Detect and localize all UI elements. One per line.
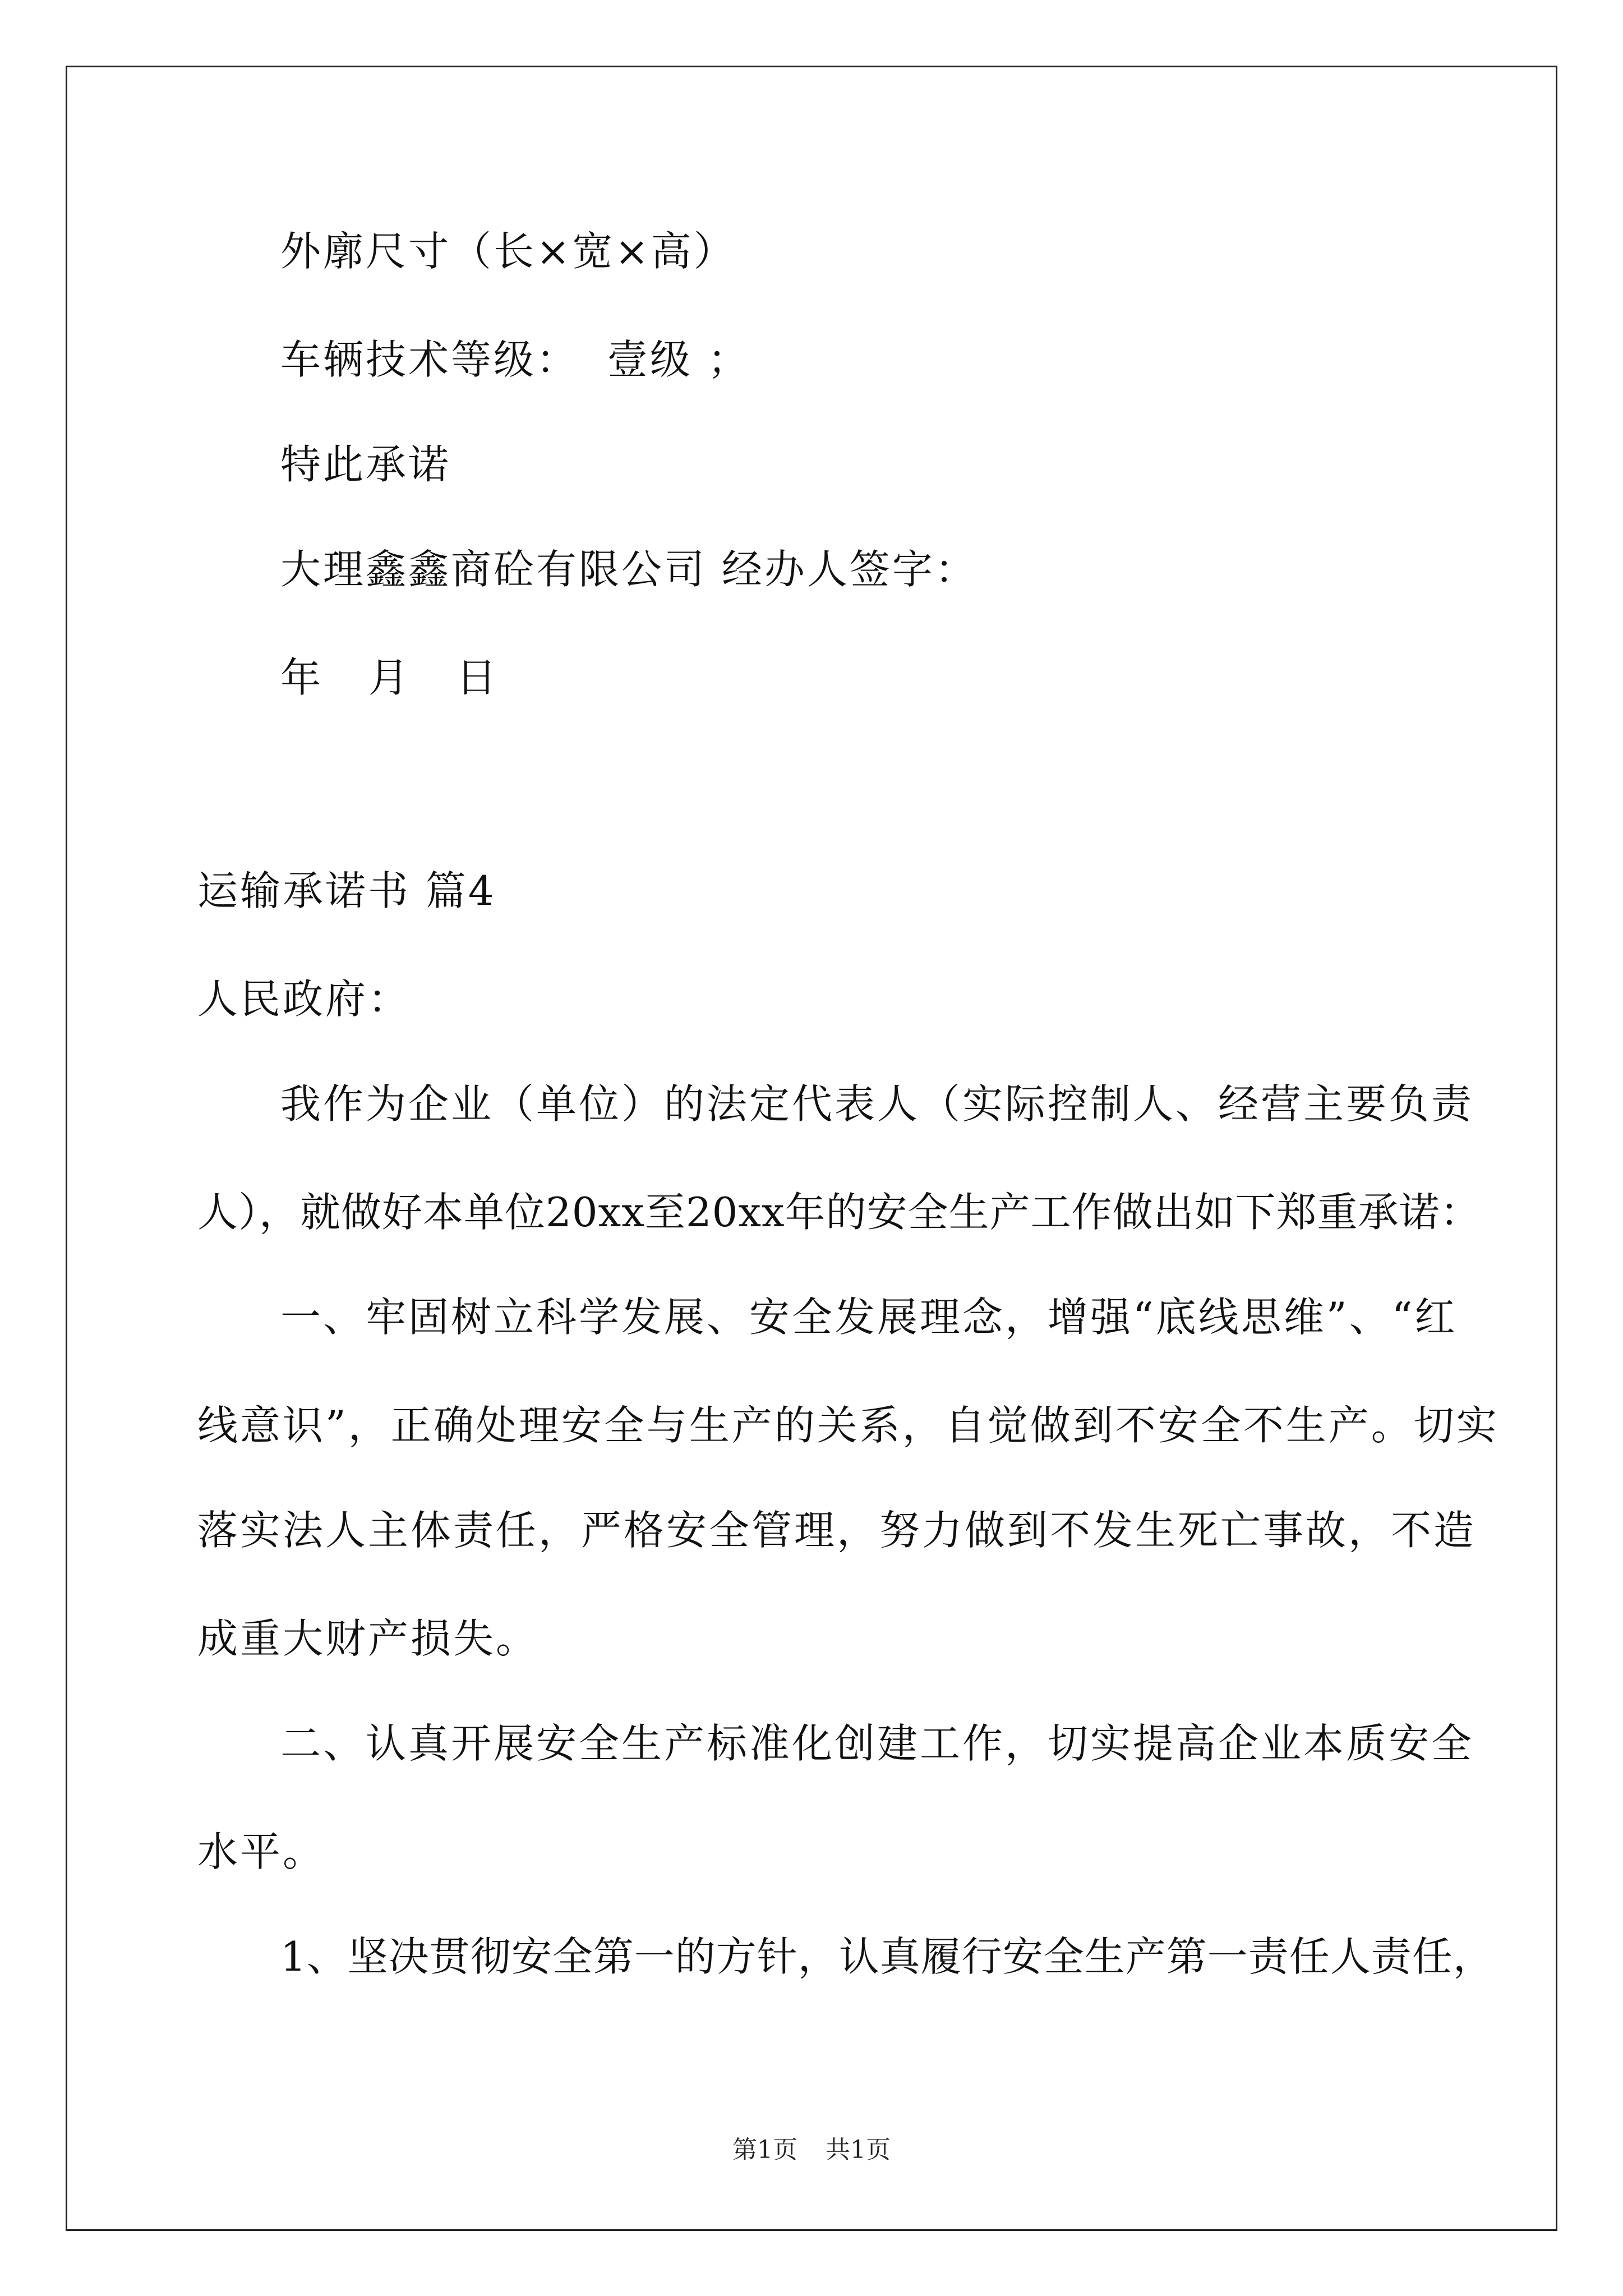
item1-line-4: 成重大财产损失。 (197, 1615, 539, 1662)
addressee: 人民政府： (197, 976, 411, 1023)
item2-1-line-1: 1、坚决贯彻安全第一的方针，认真履行安全生产第一责任人责任， (280, 1933, 1494, 1980)
item1-line-1: 一、牢固树立科学发展、安全发展理念，增强“底线思维”、“红 (280, 1294, 1458, 1341)
company-signature-line: 大理鑫鑫商砼有限公司 经办人签字： (280, 546, 978, 593)
item2-line-1: 二、认真开展安全生产标准化创建工作，切实提高企业本质安全 (280, 1720, 1474, 1767)
section-title: 运输承诺书 篇4 (197, 867, 496, 914)
dimensions-line: 外廓尺寸（长×宽×高） (280, 228, 736, 275)
intro-line-1: 我作为企业（单位）的法定代表人（实际控制人、经营主要负责 (280, 1080, 1474, 1128)
item1-line-2: 线意识”，正确处理安全与生产的关系，自觉做到不安全不生产。切实 (197, 1402, 1499, 1449)
vehicle-grade-line (280, 332, 750, 388)
date-line: 年 月 日 (280, 654, 499, 701)
page-footer (0, 2133, 1623, 2167)
vehicle-grade-value: 壹级 ； (607, 336, 750, 383)
page-total: 共1页 (826, 2136, 891, 2164)
hereby-commit: 特此承诺 (280, 441, 451, 488)
item2-line-2: 水平。 (197, 1828, 326, 1875)
page-border (66, 66, 1557, 2231)
vehicle-grade-label: 车辆技术等级： (280, 336, 579, 383)
intro-line-2: 人），就做好本单位20xx至20xx年的安全生产工作做出如下郑重承诺： (197, 1189, 1481, 1236)
page-current: 第1页 (732, 2136, 797, 2164)
item1-line-3: 落实法人主体责任，严格安全管理，努力做到不发生死亡事故，不造 (197, 1507, 1477, 1554)
